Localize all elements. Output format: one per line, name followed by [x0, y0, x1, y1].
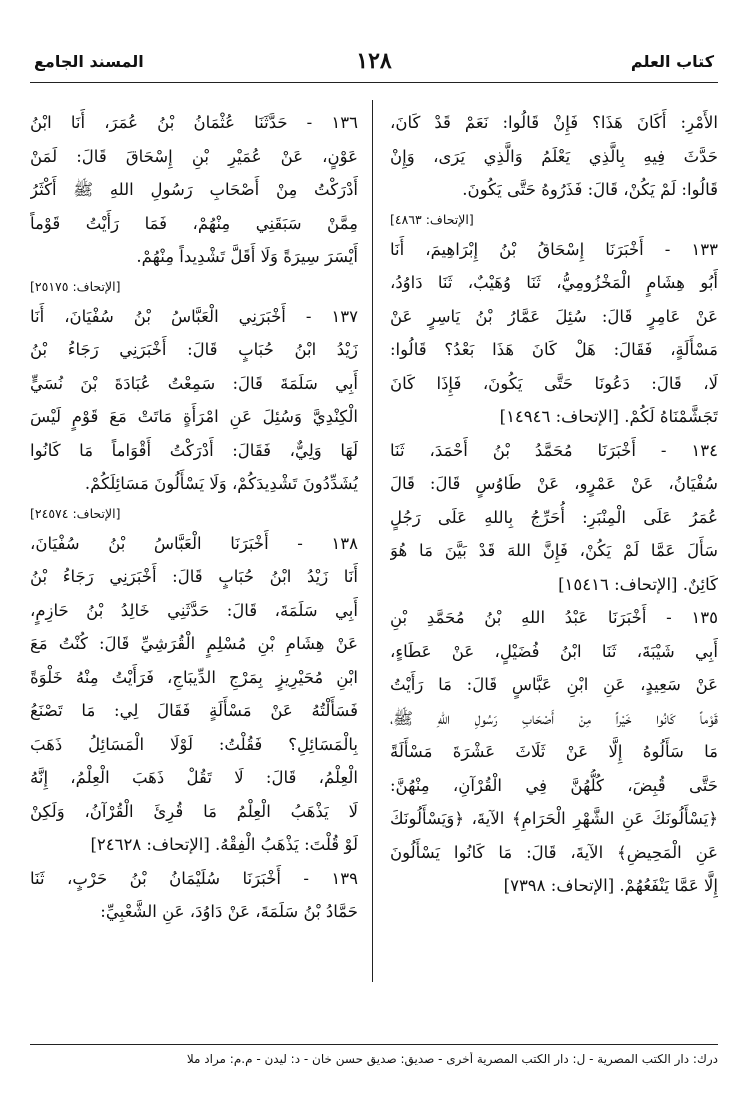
text-line: الْكِنْدِيَّ وَسُئِلَ عَنِ امْرَأَةٍ مَاتَتْ مَعَ قَوْمٍ لَيْسَ — [30, 407, 358, 426]
text-line: أَبُو هِشَامٍ الْمَخْزُومِيُّ، ثَنَا وُهَيْبٌ، ثَنَا دَاوُدُ، — [390, 273, 718, 292]
text-line: ﴿يَسْأَلُونَكَ عَنِ الشَّهْرِ الْحَرَامِ﴾ الآيةَ، ﴿وَيَسْأَلُونَكَ — [390, 809, 718, 828]
text-line: لَهَا وَلِيٌّ، فَقَالَ: أَدْرَكْتُ أَقْوَاماً مَا كَانُوا — [30, 440, 358, 460]
text-line: حَتَّى قُبِضَ، كُلُّهُنَّ فِي الْقُرْآنِ، مِنْهُنَّ: — [390, 775, 718, 795]
left-column — [30, 106, 358, 929]
text-line: فَسَأَلْتُهُ عَنْ مَسْأَلَةٍ فَقَالَ لِي: مَا تَصْنَعُ — [30, 701, 358, 720]
text-line: ١٣٤ - أَخْبَرَنَا مُحَمَّدُ بْنُ أَحْمَدَ، ثَنَا — [390, 440, 718, 460]
text-line: عَنِ الْمَحِيضِ﴾ الآيةَ، قَالَ: مَا كَانُوا يَسْأَلُونَ — [390, 842, 718, 862]
right-column — [390, 106, 718, 903]
text-line: عَنْ عَامِرٍ قَالَ: سُئِلَ عَمَّارُ بْنُ يَاسِرٍ عَنْ — [390, 306, 718, 326]
text-line: سُفْيَانُ، عَنْ عَمْرٍو، عَنْ طَاوُسٍ قَالَ: قَالَ — [390, 474, 718, 493]
text-line: ١٣٣ - أَخْبَرَنَا إِسْحَاقُ بْنُ إِبْرَاهِيمَ، أَنَا — [390, 239, 718, 259]
footer-abbreviations: درك: دار الكتب المصرية - ل: دار الكتب المصرية أخرى - صديق: صديق حسن خان - د: ليدن - م.م: مراد ملا — [186, 1052, 718, 1066]
text-line: حَمَّادُ بْنُ سَلَمَةَ، عَنْ دَاوُدَ، عَنِ الشَّعْبِيِّ: — [100, 902, 358, 921]
text-line: أَيْسَرَ سِيرَةً وَلَا أَقَلَّ تَشْدِيداً مِنْهُمْ. — [136, 247, 358, 266]
text-line: ١٣٦ - حَدَّثَنَا عُثْمَانُ بْنُ عُمَرَ، أَنَا ابْنُ — [30, 113, 358, 132]
text-line: أَنَا زَيْدُ ابْنُ حُبَابٍ قَالَ: أَخْبَرَنِي رَجَاءُ بْنُ — [30, 567, 358, 586]
text-line: لَا يَذْهَبُ الْعِلْمُ مَا قُرِئَ الْقُرْآنُ، وَلَكِنْ — [30, 801, 358, 821]
text-line: أَدْرَكْتُ مِنْ أَصْحَابِ رَسُولِ اللهِ ﷺ أَكْثَرُ — [30, 180, 358, 199]
text-line: ١٣٨ - أَخْبَرَنَا الْعَبَّاسُ بْنُ سُفْيَانَ، — [30, 533, 358, 553]
citation-reference — [30, 501, 358, 527]
text-line: كَائِنٌ. [الإتحاف: ١٥٤١٦] — [558, 574, 718, 594]
citation-text: [الإتحاف: ٢٤٥٧٤] — [30, 505, 121, 521]
text-line: سَأَلَ عَمَّا لَمْ يَكُنْ، فَإِنَّ اللهَ قَدْ بَيَّنَ مَا هُوَ — [390, 541, 718, 560]
text-line: لَوْ قُلْتَ: يَذْهَبُ الْفِقْهُ. [الإتحاف: ٢٤٦٢٨] — [90, 835, 358, 854]
text-line: عَنْ هِشَامِ بْنِ مُسْلِمٍ الْقُرَشِيِّ قَالَ: كُنْتُ مَعَ — [30, 634, 358, 653]
text-line: لَا، قَالَ: دَعُونَا حَتَّى يَكُونَ، فَإِذَا كَانَ — [390, 373, 718, 393]
text-line: عَوْنٍ، عَنْ عُمَيْرِ بْنِ إِسْحَاقَ قَالَ: لَمَنْ — [30, 146, 358, 166]
text-line: يُشَدِّدُونَ تَشْدِيدَكُمْ، وَلَا يَسْأَلُونَ مَسَائِلَكُمْ. — [84, 474, 358, 493]
text-line: مَسْأَلَةٍ، فَقَالَ: هَلْ كَانَ هَذَا بَعْدُ؟ قَالُوا: — [390, 340, 718, 359]
column-divider — [372, 100, 373, 982]
text-line: حَدَّثَ فِيهِ بِالَّذِي يَعْلَمُ وَالَّذِي يَرَى، وَإِنْ — [390, 146, 718, 166]
text-line: أَبِي سَلَمَةَ، قَالَ: حَدَّثَنِي خَالِدُ بْنُ حَازِمٍ، — [30, 600, 358, 620]
text-line: عَنْ سَعِيدٍ، عَنِ ابْنِ عَبَّاسٍ قَالَ: مَا رَأَيْتُ — [390, 675, 718, 694]
page-number: ١٢٨ — [356, 48, 392, 74]
text-line: ١٣٧ - أَخْبَرَنِي الْعَبَّاسُ بْنُ سُفْيَانَ، أَنَا — [30, 306, 358, 326]
header-rule — [30, 82, 718, 83]
text-line: الأَمْرِ: أَكَانَ هَذَا؟ فَإِنْ قَالُوا: نَعَمْ قَدْ كَانَ، — [390, 113, 718, 132]
citation-text: [الإتحاف: ٢٥١٧٥] — [30, 278, 121, 294]
text-line: مِمَّنْ سَبَقَنِي مِنْهُمْ، فَمَا رَأَيْتُ قَوْماً — [30, 213, 358, 233]
citation-reference — [390, 207, 718, 233]
text-line: أَبِي سَلَمَةَ قَالَ: سَمِعْتُ عُبَادَةَ بْنَ نُسَيٍّ — [30, 373, 358, 393]
text-line: مَا سَأَلُوهُ إِلَّا عَنْ ثَلَاثَ عَشْرَةَ مَسْأَلَةً — [390, 742, 718, 761]
footer-rule — [30, 1044, 718, 1045]
text-line: ١٣٩ - أَخْبَرَنَا سُلَيْمَانُ بْنُ حَرْبٍ، ثَنَا — [30, 868, 358, 888]
text-line: تَجَشَّمْنَاهُ لَكُمْ. [الإتحاف: ١٤٩٤٦] — [499, 407, 718, 426]
chapter-title: كتاب العلم — [630, 52, 714, 71]
text-line: زَيْدُ ابْنُ حُبَابٍ قَالَ: أَخْبَرَنِي رَجَاءُ بْنُ — [30, 340, 358, 359]
text-line: أَبِي شَيْبَةَ، ثَنَا ابْنُ فُضَيْلٍ، عَنْ عَطَاءٍ، — [390, 641, 718, 661]
text-line: قَوْماً كَانُوا خَيْراً مِنْ أَصْحَابِ رَسُولِ اللهِ ﷺ، — [390, 708, 718, 728]
page-header — [28, 48, 720, 84]
book-title: المسند الجامع — [34, 52, 144, 71]
text-line: ١٣٥ - أَخْبَرَنَا عَبْدُ اللهِ بْنُ مُحَمَّدِ بْنِ — [390, 608, 718, 627]
text-line: عُمَرُ عَلَى الْمِنْبَرِ: أُحَرِّجُ بِاللهِ عَلَى رَجُلٍ — [390, 507, 718, 527]
citation-text: [الإتحاف: ٤٨٦٣] — [390, 211, 474, 227]
text-line: الْعِلْمُ، قَالَ: لَا تَقُلْ ذَهَبَ الْعِلْمُ، إِنَّهُ — [30, 768, 358, 787]
text-line: بِالْمَسَائِلِ؟ فَقُلْتُ: لَوْلَا الْمَسَائِلُ ذَهَبَ — [30, 734, 358, 754]
text-line: قَالُوا: لَمْ يَكُنْ، قَالَ: فَذَرُوهُ حَتَّى يَكُونَ. — [462, 180, 718, 199]
citation-reference — [30, 274, 358, 300]
text-line: ابْنِ مُحَيْرِيزٍ بِمَرْجِ الدِّيبَاجِ، فَرَأَيْتُ مِنْهُ خَلْوَةً — [30, 667, 358, 687]
text-line: إِلَّا عَمَّا يَنْفَعُهُمْ. [الإتحاف: ٧٣٩٨] — [503, 876, 718, 895]
